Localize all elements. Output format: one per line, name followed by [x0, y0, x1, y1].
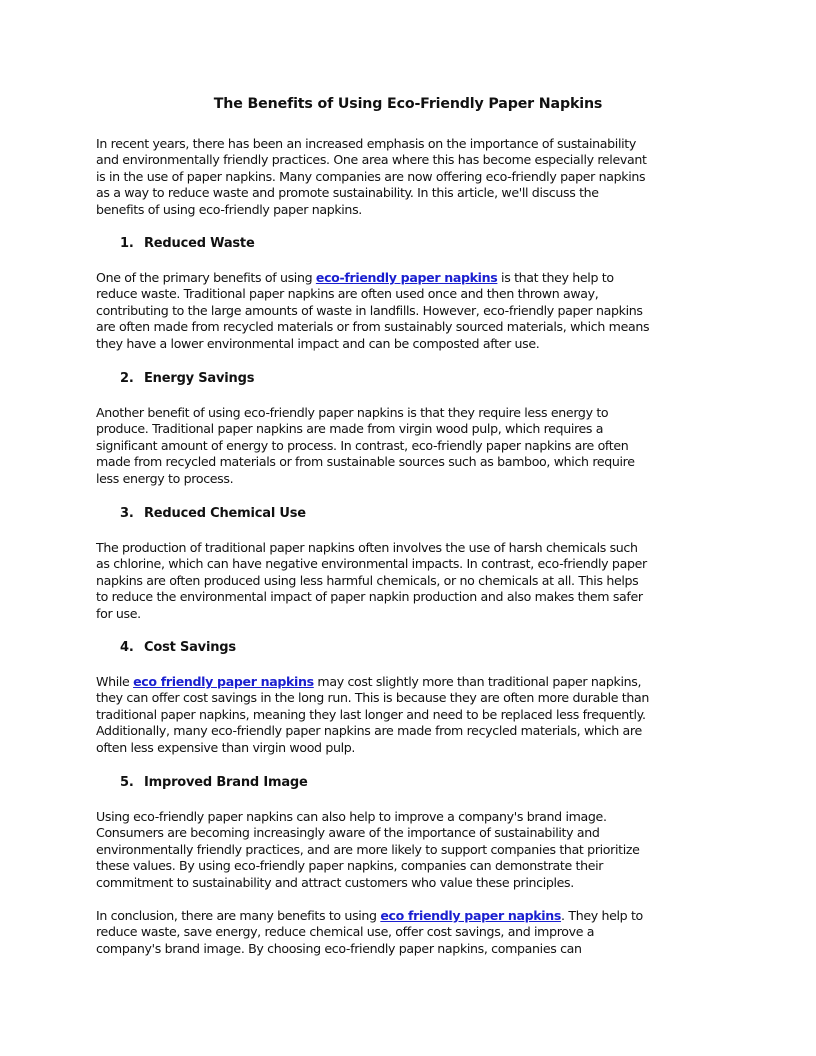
- eco-friendly-paper-napkins-link[interactable]: eco friendly paper napkins: [380, 908, 562, 923]
- text-line: as a way to reduce waste and promote sustainability. In this article, we'll discuss the: [96, 185, 599, 201]
- document-page: [96, 94, 726, 956]
- section-paragraph-energy-savings: [96, 405, 635, 487]
- section-heading-reduced-waste: [96, 236, 696, 252]
- eco-friendly-paper-napkins-link[interactable]: eco friendly paper napkins: [133, 674, 314, 689]
- list-number: 3.: [120, 506, 134, 521]
- text-line: commitment to sustainability and attract customers who value these principles.: [96, 874, 574, 890]
- text-line: these values. By using eco-friendly paper napkins, companies can demonstrate their: [96, 858, 604, 874]
- text-line: Using eco-friendly paper napkins can also help to improve a company's brand image.: [96, 809, 607, 824]
- text-line: environmentally friendly practices, and are more likely to support companies that prioritize: [96, 841, 640, 857]
- heading-text: Reduced Chemical Use: [144, 506, 306, 521]
- text-line: While eco friendly paper napkins may cost slightly more than traditional paper napkins,: [96, 674, 642, 689]
- section-paragraph-reduced-chemical-use: [96, 540, 647, 622]
- text-line: contributing to the large amounts of waste in landfills. However, eco-friendly paper napkins: [96, 302, 643, 318]
- heading-text: Cost Savings: [144, 640, 236, 655]
- text-line: are often made from recycled materials or from sustainably sourced materials, which means: [96, 319, 650, 335]
- heading-text: Reduced Waste: [144, 236, 255, 251]
- text-line: less energy to process.: [96, 470, 234, 486]
- intro-paragraph: [96, 136, 647, 218]
- section-heading-energy-savings: [96, 371, 696, 387]
- text-line: as chlorine, which can have negative environmental impacts. In contrast, eco-friendly paper: [96, 556, 647, 572]
- text-line: Consumers are becoming increasingly aware of the importance of sustainability and: [96, 825, 600, 841]
- conclusion-paragraph: [96, 908, 643, 957]
- section-heading-cost-savings: [96, 640, 696, 656]
- text-line: Another benefit of using eco-friendly paper napkins is that they require less energy to: [96, 405, 609, 420]
- section-paragraph-improved-brand-image: [96, 809, 640, 891]
- list-number: 5.: [120, 775, 134, 790]
- text-line: benefits of using eco-friendly paper napkins.: [96, 201, 362, 217]
- text-line: often less expensive than virgin wood pulp.: [96, 739, 356, 755]
- section-paragraph-reduced-waste: [96, 270, 649, 352]
- text-line: made from recycled materials or from sustainable sources such as bamboo, which require: [96, 454, 635, 470]
- text-line: One of the primary benefits of using eco-friendly paper napkins is that they help to: [96, 270, 614, 285]
- list-number: 4.: [120, 640, 134, 655]
- text-line: Additionally, many eco-friendly paper napkins are made from recycled materials, which are: [96, 723, 642, 739]
- text-line: reduce waste, save energy, reduce chemical use, offer cost savings, and improve a: [96, 924, 595, 940]
- text-line: and environmentally friendly practices. One area where this has become especially relevant: [96, 152, 647, 168]
- text-line: significant amount of energy to process. In contrast, eco-friendly paper napkins are often: [96, 437, 629, 453]
- eco-friendly-paper-napkins-link[interactable]: eco-friendly paper napkins: [315, 270, 498, 285]
- document-title: The Benefits of Using Eco-Friendly Paper Napkins: [213, 96, 603, 112]
- section-paragraph-cost-savings: [96, 674, 649, 756]
- text-line: In recent years, there has been an increased emphasis on the importance of sustainability: [96, 136, 636, 151]
- text-line: produce. Traditional paper napkins are made from virgin wood pulp, which requires a: [96, 421, 604, 437]
- list-number: 2.: [120, 371, 134, 386]
- heading-text: Improved Brand Image: [144, 775, 308, 790]
- text-line: is in the use of paper napkins. Many companies are now offering eco-friendly paper napkins: [96, 168, 646, 184]
- text-line: company's brand image. By choosing eco-friendly paper napkins, companies can: [96, 940, 582, 956]
- text-line: to reduce the environmental impact of paper napkin production and also makes them safer: [96, 589, 643, 605]
- text-line: for use.: [96, 605, 141, 621]
- text-line: traditional paper napkins, meaning they last longer and need to be replaced less frequently.: [96, 706, 646, 722]
- text-line: napkins are often produced using less harmful chemicals, or no chemicals at all. This helps: [96, 572, 639, 588]
- section-heading-improved-brand-image: [96, 775, 696, 791]
- text-line: In conclusion, there are many benefits to using eco friendly paper napkins. They help to: [96, 908, 643, 923]
- section-heading-reduced-chemical-use: [96, 506, 696, 522]
- text-line: The production of traditional paper napkins often involves the use of harsh chemicals such: [96, 540, 638, 555]
- heading-text: Energy Savings: [144, 371, 255, 386]
- text-line: they can offer cost savings in the long run. This is because they are often more durable than: [96, 690, 650, 706]
- text-line: reduce waste. Traditional paper napkins are often used once and then thrown away,: [96, 286, 599, 302]
- text-line: they have a lower environmental impact and can be composted after use.: [96, 335, 540, 351]
- list-number: 1.: [120, 236, 134, 251]
